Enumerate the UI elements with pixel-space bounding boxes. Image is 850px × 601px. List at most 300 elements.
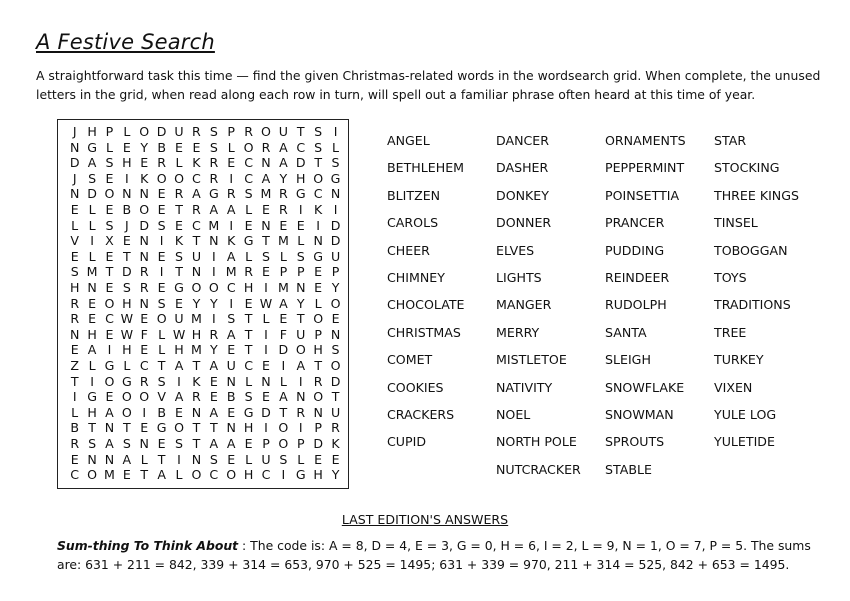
grid-letter: A xyxy=(174,389,184,405)
grid-letter: R xyxy=(313,373,323,389)
grid-letter: E xyxy=(227,404,236,420)
grid-letter: R xyxy=(209,155,219,171)
grid-letter: E xyxy=(192,139,201,155)
grid-letter: N xyxy=(87,451,97,467)
grid-letter: A xyxy=(226,248,236,264)
grid-letter: B xyxy=(226,389,236,405)
grid-letter: T xyxy=(157,358,166,373)
grid-letter: E xyxy=(314,264,323,280)
grid-letter: N xyxy=(226,420,236,436)
grid-letter: N xyxy=(313,404,323,420)
grid-row xyxy=(66,124,344,140)
grid-letter: R xyxy=(244,264,253,280)
grid-letter: H xyxy=(69,280,80,295)
grid-letter: V xyxy=(70,233,79,249)
grid-letter: E xyxy=(157,280,166,295)
word-list-item: ORNAMENTS xyxy=(605,133,686,148)
grid-letter: E xyxy=(279,311,288,327)
grid-letter: S xyxy=(314,124,323,139)
grid-letter: T xyxy=(157,451,166,467)
grid-letter: G xyxy=(87,389,97,405)
grid-letter: V xyxy=(157,389,166,405)
grid-letter: O xyxy=(156,311,167,327)
grid-letter: R xyxy=(192,389,201,405)
grid-letter: W xyxy=(120,326,134,342)
grid-row xyxy=(66,155,344,171)
grid-letter: A xyxy=(279,139,288,155)
grid-letter: O xyxy=(121,389,132,405)
grid-letter: S xyxy=(70,264,79,280)
grid-letter: L xyxy=(227,139,235,155)
grid-letter: D xyxy=(261,404,271,420)
word-list-item: ELVES xyxy=(496,242,535,258)
grid-row xyxy=(66,249,344,265)
grid-letter: Y xyxy=(209,295,218,311)
word-list-item: SNOWMAN xyxy=(605,406,674,422)
grid-letter: G xyxy=(295,467,306,483)
word-list-item: DASHER xyxy=(496,160,549,176)
grid-letter: A xyxy=(209,436,219,451)
intro-text: A straightforward task this time — find the given Christmas-related words in the wordsearch grid. When complete, the unused letters in the grid, when read along each row in turn, will spell out a familiar phrase often heard at this time of year. xyxy=(36,68,821,102)
grid-letter: E xyxy=(70,451,79,467)
grid-letter: C xyxy=(261,467,271,483)
grid-letter: E xyxy=(105,389,114,405)
grid-letter: L xyxy=(314,295,322,311)
grid-letter: C xyxy=(244,170,253,186)
grid-letter: S xyxy=(209,139,218,155)
grid-letter: R xyxy=(244,124,253,139)
grid-letter: W xyxy=(120,311,134,327)
grid-letter: Y xyxy=(209,342,218,358)
grid-letter: O xyxy=(139,124,150,139)
grid-letter: N xyxy=(69,186,80,202)
grid-letter: B xyxy=(70,420,80,436)
word-list-item: TOYS xyxy=(714,269,747,285)
grid-letter: U xyxy=(174,124,184,139)
grid-letter: B xyxy=(122,202,132,217)
grid-letter: I xyxy=(90,233,94,249)
grid-letter: I xyxy=(264,420,268,436)
grid-letter: O xyxy=(330,358,341,373)
grid-letter: S xyxy=(88,436,97,451)
grid-letter: H xyxy=(122,155,132,171)
grid-letter: C xyxy=(192,217,201,233)
grid-row xyxy=(66,389,344,405)
grid-letter: E xyxy=(105,202,114,217)
grid-row xyxy=(66,140,344,156)
grid-letter: H xyxy=(122,295,132,311)
answers-puzzle-title: Sum-thing To Think About xyxy=(57,538,239,553)
grid-letter: A xyxy=(192,186,201,202)
grid-letter: G xyxy=(174,280,184,295)
word-list-item: CRACKERS xyxy=(387,406,455,422)
grid-letter: P xyxy=(314,420,322,436)
grid-letter: I xyxy=(125,170,129,186)
grid-letter: Y xyxy=(192,295,201,311)
grid-letter: I xyxy=(264,342,268,358)
word-list-item: COMET xyxy=(387,352,433,368)
grid-letter: H xyxy=(87,326,97,342)
word-list-item: TINSEL xyxy=(714,215,758,231)
grid-letter: T xyxy=(88,420,96,436)
grid-letter: X xyxy=(105,233,114,249)
grid-letter: E xyxy=(140,311,149,327)
grid-letter: A xyxy=(279,295,288,311)
grid-letter: L xyxy=(279,248,287,264)
grid-letter: I xyxy=(159,233,164,249)
grid-letter: C xyxy=(209,467,219,483)
grid-letter: T xyxy=(244,342,253,358)
word-list-item: ANGEL xyxy=(387,133,430,148)
grid-letter: L xyxy=(262,311,270,327)
grid-letter: E xyxy=(88,311,97,327)
grid-letter: L xyxy=(88,248,96,264)
grid-letter: K xyxy=(331,436,340,451)
grid-letter: G xyxy=(87,139,97,155)
word-list-item: MISTLETOE xyxy=(496,352,567,368)
grid-letter: O xyxy=(261,124,271,139)
grid-letter: U xyxy=(330,404,341,420)
word-list-item: PEPPERMINT xyxy=(605,160,685,176)
grid-letter: A xyxy=(209,202,219,217)
grid-letter: I xyxy=(298,373,303,389)
grid-row xyxy=(66,358,344,374)
grid-letter: T xyxy=(192,358,201,373)
word-list-column xyxy=(387,131,464,460)
grid-letter: I xyxy=(333,124,338,139)
grid-letter: G xyxy=(243,233,254,249)
grid-letter: D xyxy=(69,155,80,171)
grid-letter: A xyxy=(226,436,236,451)
grid-letter: L xyxy=(175,155,183,171)
grid-letter: O xyxy=(104,186,115,202)
grid-letter: E xyxy=(279,217,288,233)
grid-letter: N xyxy=(104,420,115,436)
grid-letter: I xyxy=(107,342,112,358)
grid-letter: N xyxy=(191,264,202,280)
grid-letter: N xyxy=(261,155,271,171)
grid-letter: S xyxy=(157,373,166,389)
grid-letter: L xyxy=(332,139,340,155)
grid-letter: T xyxy=(296,124,305,139)
word-list-item: DONKEY xyxy=(496,187,549,203)
grid-letter: A xyxy=(209,404,219,420)
grid-letter: A xyxy=(105,436,114,451)
grid-letter: M xyxy=(104,467,115,483)
grid-row xyxy=(66,436,344,452)
grid-row xyxy=(66,233,344,249)
word-list-item: STABLE xyxy=(605,461,652,477)
grid-letter: Y xyxy=(331,280,340,295)
word-list-item: TOBOGGAN xyxy=(714,242,788,258)
grid-letter: T xyxy=(123,248,131,264)
grid-letter: E xyxy=(209,389,218,405)
grid-letter: E xyxy=(70,342,79,358)
grid-letter: A xyxy=(174,358,184,373)
grid-letter: T xyxy=(192,420,201,436)
grid-letter: W xyxy=(172,326,186,342)
grid-letter: E xyxy=(314,451,323,467)
grid-letter: E xyxy=(331,311,340,327)
grid-row xyxy=(66,374,344,390)
grid-letter: G xyxy=(104,358,115,373)
grid-letter: T xyxy=(314,155,323,171)
grid-letter: R xyxy=(209,170,219,186)
grid-letter: K xyxy=(174,233,184,249)
grid-letter: R xyxy=(226,186,236,202)
grid-letter: S xyxy=(157,295,166,311)
grid-letter: A xyxy=(226,202,236,217)
grid-letter: T xyxy=(262,233,270,249)
grid-letter: R xyxy=(331,420,340,436)
grid-letter: P xyxy=(262,436,270,451)
grid-letter: N xyxy=(296,280,306,295)
grid-letter: N xyxy=(261,373,271,389)
grid-letter: T xyxy=(192,233,201,249)
grid-letter: Y xyxy=(296,295,305,311)
grid-letter: A xyxy=(261,170,271,186)
grid-letter: S xyxy=(314,139,323,155)
grid-letter: C xyxy=(139,358,149,373)
grid-letter: E xyxy=(88,295,97,311)
grid-letter: R xyxy=(192,124,201,139)
grid-letter: S xyxy=(244,186,253,202)
grid-letter: P xyxy=(296,264,305,280)
grid-letter: S xyxy=(175,436,184,451)
grid-letter: E xyxy=(314,280,323,295)
grid-letter: E xyxy=(105,248,114,264)
grid-row xyxy=(66,311,344,327)
word-list-item: POINSETTIA xyxy=(605,187,680,203)
grid-letter: L xyxy=(297,233,305,249)
grid-row xyxy=(66,420,344,436)
word-list-item: CAROLS xyxy=(387,215,439,231)
grid-letter: N xyxy=(209,233,219,249)
grid-letter: S xyxy=(105,217,114,233)
word-list-item: SANTA xyxy=(605,324,647,340)
word-list-item: DANCER xyxy=(496,133,550,148)
grid-letter: I xyxy=(281,358,286,373)
grid-letter: G xyxy=(313,248,324,264)
grid-letter: N xyxy=(330,186,341,202)
grid-letter: G xyxy=(208,186,219,202)
grid-letter: E xyxy=(175,295,184,311)
grid-letter: N xyxy=(313,233,323,249)
grid-letter: I xyxy=(177,373,181,389)
grid-letter: C xyxy=(192,170,201,186)
grid-letter: E xyxy=(262,358,270,373)
grid-letter: L xyxy=(297,451,305,467)
grid-letter: I xyxy=(90,373,94,389)
grid-letter: P xyxy=(105,124,114,139)
grid-letter: A xyxy=(226,326,236,342)
grid-letter: Y xyxy=(279,170,288,186)
grid-letter: I xyxy=(316,217,321,233)
grid-letter: D xyxy=(278,342,289,358)
grid-letter: N xyxy=(87,280,97,295)
grid-letter: D xyxy=(122,264,132,280)
grid-row xyxy=(66,342,344,358)
grid-letter: J xyxy=(125,217,129,233)
grid-letter: K xyxy=(192,155,201,171)
grid-letter: R xyxy=(209,326,219,342)
grid-letter: P xyxy=(314,326,322,342)
grid-letter: S xyxy=(331,342,340,358)
grid-letter: B xyxy=(157,139,166,155)
grid-letter: G xyxy=(156,420,167,436)
grid-letter: O xyxy=(156,170,167,186)
grid-letter: H xyxy=(243,467,254,483)
grid-letter: U xyxy=(261,451,271,467)
grid-letter: E xyxy=(209,373,218,389)
grid-letter: S xyxy=(331,155,340,171)
grid-letter: R xyxy=(261,139,271,155)
word-list-item: MANGER xyxy=(496,297,552,313)
grid-letter: L xyxy=(245,248,253,264)
grid-letter: E xyxy=(244,217,253,233)
grid-letter: H xyxy=(296,170,306,186)
word-list-column xyxy=(496,131,581,487)
grid-letter: E xyxy=(157,248,166,264)
grid-letter: D xyxy=(330,373,341,389)
grid-letter: P xyxy=(227,124,236,139)
word-list-item: CUPID xyxy=(387,434,427,450)
word-list-item: RUDOLPH xyxy=(605,297,667,313)
word-list-item: TREE xyxy=(714,324,747,340)
grid-row xyxy=(66,218,344,234)
grid-letter: A xyxy=(87,155,97,171)
grid-letter: I xyxy=(298,202,303,217)
grid-letter: T xyxy=(175,202,183,217)
grid-letter: J xyxy=(72,170,77,186)
answers-heading: LAST EDITION'S ANSWERS xyxy=(341,512,509,527)
grid-letter: L xyxy=(88,202,96,217)
grid-letter: E xyxy=(140,155,149,171)
grid-letter: U xyxy=(226,358,236,373)
grid-letter: R xyxy=(279,202,288,217)
grid-row xyxy=(66,280,344,296)
grid-letter: T xyxy=(244,311,253,327)
grid-letter: N xyxy=(139,295,149,311)
grid-letter: D xyxy=(156,124,167,139)
grid-letter: A xyxy=(122,451,132,467)
answers-body: : The code is: A = 8, D = 4, E = 3, G = 0, H = 6, I = 2, L = 9, N = 1, O = 7, P = 5. The sums are: 631 + 211 = 842, 339 + 314 = 653, 970 + 525 = 1495; 631 + 339 = 970, 211 + 314 = 525, 842 + 653 = 1495. xyxy=(57,538,811,572)
grid-row xyxy=(66,171,344,187)
grid-letter: N xyxy=(191,404,202,420)
grid-letter: W xyxy=(259,295,273,311)
grid-letter: L xyxy=(245,373,253,389)
grid-letter: N xyxy=(296,389,306,405)
grid-letter: H xyxy=(313,342,323,358)
grid-letter: R xyxy=(279,186,288,202)
grid-letter: R xyxy=(70,295,80,311)
grid-letter: S xyxy=(105,155,114,171)
grid-letter: T xyxy=(331,389,340,405)
grid-letter: M xyxy=(260,186,272,202)
word-list-item: SNOWFLAKE xyxy=(605,379,685,395)
grid-letter: M xyxy=(277,280,289,295)
grid-letter: N xyxy=(104,451,115,467)
page-title: A Festive Search xyxy=(36,30,215,54)
grid-letter: S xyxy=(227,311,236,327)
word-list-item: VIXEN xyxy=(714,379,753,395)
word-list-item: TRADITIONS xyxy=(714,297,791,313)
grid-letter: C xyxy=(70,467,80,483)
grid-letter: A xyxy=(279,155,288,171)
grid-letter: L xyxy=(245,202,253,217)
grid-letter: N xyxy=(330,326,341,342)
grid-letter: S xyxy=(244,389,253,405)
grid-letter: E xyxy=(157,202,166,217)
grid-letter: O xyxy=(139,389,150,405)
grid-letter: Y xyxy=(331,467,340,483)
grid-letter: L xyxy=(123,124,131,139)
word-list-item: BLITZEN xyxy=(387,187,441,203)
grid-letter: M xyxy=(190,342,202,358)
word-list-item: BETHLEHEM xyxy=(387,160,465,176)
grid-letter: E xyxy=(296,217,305,233)
grid-letter: D xyxy=(330,233,341,249)
grid-letter: L xyxy=(105,139,113,155)
grid-letter: T xyxy=(192,436,201,451)
grid-letter: U xyxy=(296,326,306,342)
grid-letter: T xyxy=(140,467,149,483)
grid-letter: I xyxy=(177,451,181,467)
word-list-item: THREE KINGS xyxy=(714,187,799,203)
grid-letter: H xyxy=(174,342,184,358)
grid-letter: C xyxy=(105,311,114,327)
word-list-item: MERRY xyxy=(496,324,540,340)
grid-letter: L xyxy=(158,342,166,358)
grid-row xyxy=(66,296,344,312)
grid-letter: D xyxy=(330,217,341,233)
grid-letter: P xyxy=(279,264,288,280)
grid-letter: C xyxy=(313,186,323,202)
grid-row xyxy=(66,202,344,218)
grid-row xyxy=(66,186,344,202)
grid-letter: S xyxy=(261,248,270,264)
grid-letter: N xyxy=(139,248,149,264)
grid-letter: C xyxy=(296,139,306,155)
grid-letter: O xyxy=(104,373,115,389)
grid-letter: E xyxy=(105,280,114,295)
word-list-column xyxy=(714,131,799,460)
grid-letter: E xyxy=(227,451,236,467)
grid-letter: S xyxy=(279,451,288,467)
grid-letter: F xyxy=(140,326,148,342)
grid-letter: L xyxy=(71,217,79,233)
grid-letter: O xyxy=(174,170,184,186)
grid-letter: T xyxy=(175,264,183,280)
grid-letter: A xyxy=(209,358,219,373)
grid-letter: H xyxy=(243,280,254,295)
grid-letter: P xyxy=(331,264,340,280)
word-list-item: YULE LOG xyxy=(714,406,777,422)
grid-letter: I xyxy=(229,217,234,233)
grid-letter: E xyxy=(122,233,131,249)
grid-letter: A xyxy=(296,358,306,373)
grid-letter: C xyxy=(226,280,236,295)
grid-letter: E xyxy=(175,139,184,155)
grid-letter: N xyxy=(69,326,80,342)
word-list-item: PRANCER xyxy=(605,215,665,231)
grid-letter: G xyxy=(330,170,341,186)
grid-letter: L xyxy=(123,358,131,373)
grid-letter: O xyxy=(313,311,324,327)
grid-letter: R xyxy=(139,264,149,280)
grid-letter: I xyxy=(72,389,77,405)
grid-letter: T xyxy=(209,420,218,436)
